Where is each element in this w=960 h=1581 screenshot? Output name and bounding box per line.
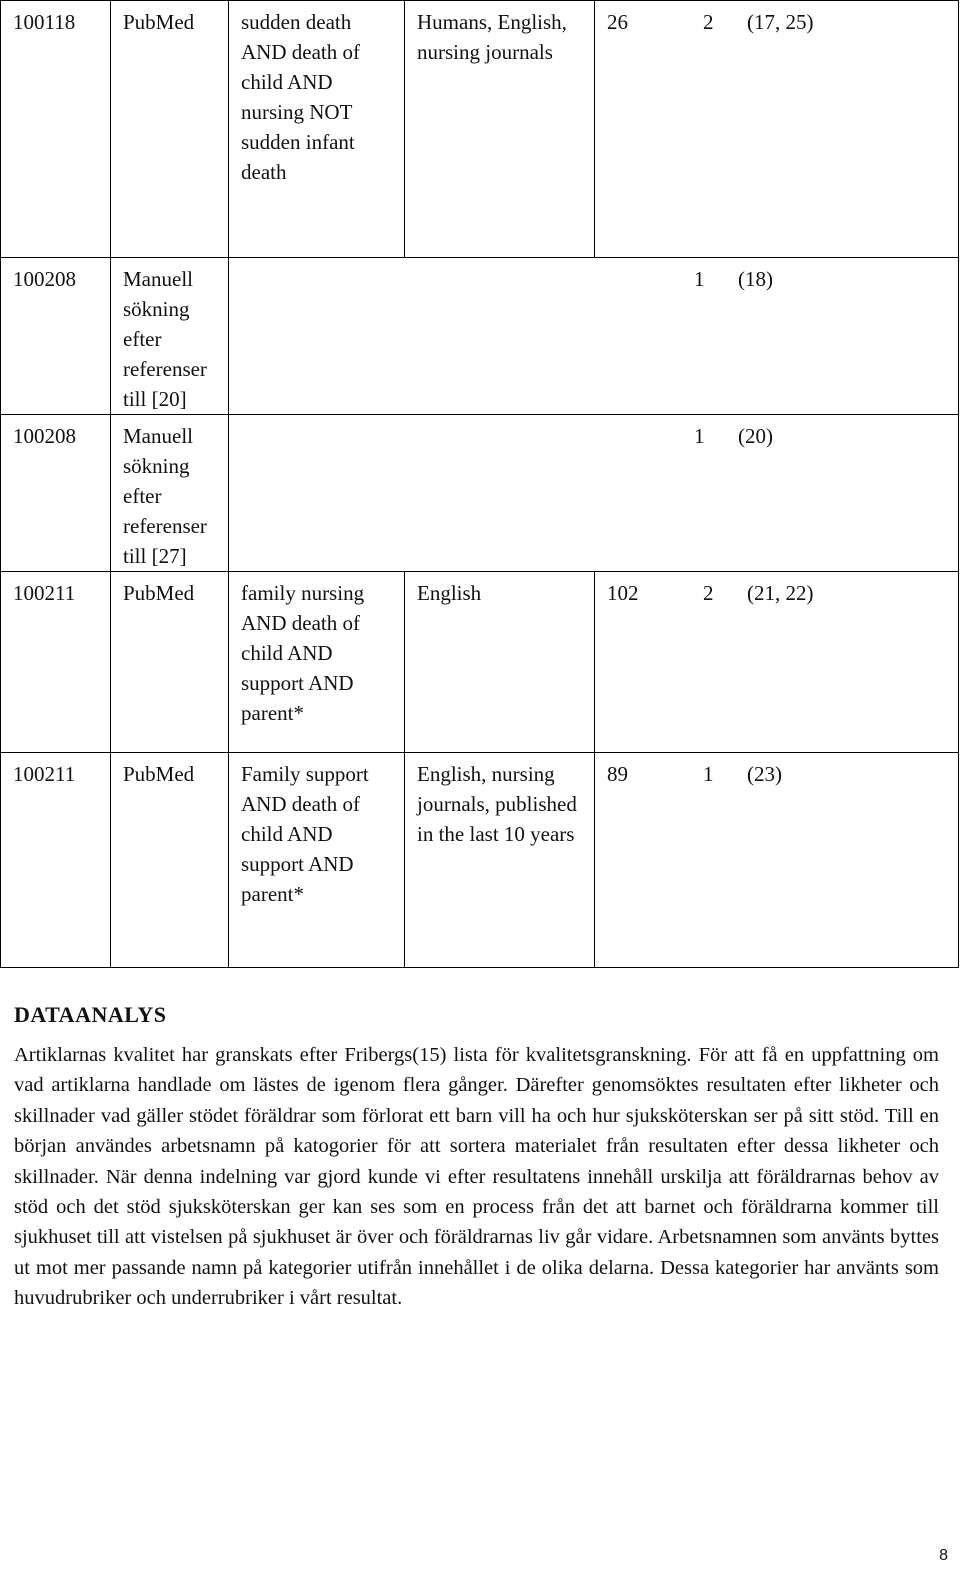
reference-value: (17, 25) — [747, 10, 814, 34]
limits-cell: English — [405, 572, 595, 753]
limits-cell: Humans, English, nursing journals — [405, 1, 595, 258]
database-cell: PubMed — [111, 1, 229, 258]
date-cell: 100211 — [1, 572, 111, 753]
results-cell — [595, 1, 959, 258]
search-terms-cell: Family support AND death of child AND support AND parent* — [229, 753, 405, 968]
database-cell: PubMed — [111, 753, 229, 968]
page-number: 8 — [939, 1547, 948, 1564]
reference-value: (20) — [738, 424, 773, 448]
results-cell — [595, 572, 959, 753]
body-paragraph: Artiklarnas kvalitet har granskats efter Fribergs(15) lista för kvalitetsgranskning. För att få en uppfattning om vad artiklarna handlade om lästes de igenom flera gånger. Därefter genomsöktes resultaten efter likheter och skillnader vad gäller stödet föräldrar som förlorat ett barn vill ha och hur sjuksköterskan ser på sitt stöd. Till en början användes arbetsnamn på katogorier för att sortera materialet från resultaten efter dessa likheter och skillnader. När denna indelning var gjord kunde vi efter resultatens innehåll urskilja att föräldrarnas behov av stöd och det stöd sjuksköterskan ger kan ses som en process från det att barnet och föräldrarna kommer till sjukhuset till att vistelsen på sjukhuset är över och föräldrarnas liv går vidare. Arbetsnamnen som använts byttes ut mot mer passande namn på kategorier utifrån innehållet i de olika delarna. Dessa kategorier har använts som huvudrubriker och underrubriker i vårt resultat. — [14, 1044, 939, 1310]
table-row — [1, 258, 959, 415]
hits-value: 89 — [607, 762, 628, 786]
reference-value: (23) — [747, 762, 782, 786]
selected-value: 1 — [703, 762, 714, 786]
hits-value: 102 — [607, 581, 639, 605]
merged-results-cell — [229, 258, 959, 415]
table-row — [1, 753, 959, 968]
limits-cell: English, nursing journals, published in the last 10 years — [405, 753, 595, 968]
selected-value: 2 — [703, 10, 714, 34]
hits-value: 26 — [607, 10, 628, 34]
table-row — [1, 1, 959, 258]
database-cell: PubMed — [111, 572, 229, 753]
table-row — [1, 572, 959, 753]
search-terms-cell: family nursing AND death of child AND support AND parent* — [229, 572, 405, 753]
reference-value: (21, 22) — [747, 581, 814, 605]
table-row — [1, 415, 959, 572]
search-terms-cell: sudden death AND death of child AND nursing NOT sudden infant death — [229, 1, 405, 258]
results-cell — [595, 753, 959, 968]
date-cell: 100208 — [1, 415, 111, 572]
date-cell: 100211 — [1, 753, 111, 968]
selected-value: 2 — [703, 581, 714, 605]
merged-results-cell — [229, 415, 959, 572]
reference-value: (18) — [738, 267, 773, 291]
database-cell: Manuell sökning efter referenser till [27] — [111, 415, 229, 572]
selected-value: 1 — [694, 267, 705, 291]
date-cell: 100208 — [1, 258, 111, 415]
selected-value: 1 — [694, 424, 705, 448]
section-heading: DATAANALYS — [14, 1002, 167, 1027]
database-cell: Manuell sökning efter referenser till [20] — [111, 258, 229, 415]
date-cell: 100118 — [1, 1, 111, 258]
